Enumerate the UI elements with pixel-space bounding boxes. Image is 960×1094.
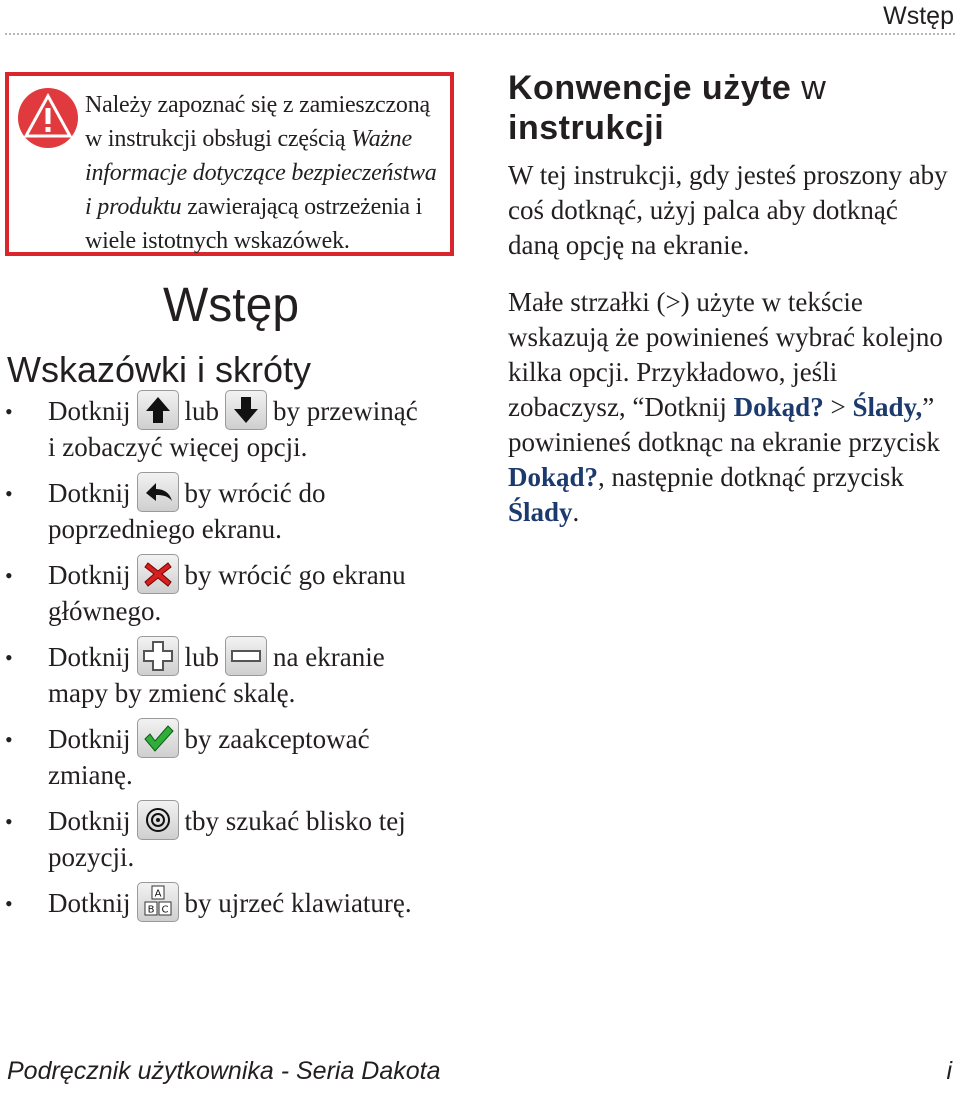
zoom-in-plus-icon (137, 636, 179, 676)
conventions-paragraph-2: Małe strzałki (>) użyte w tekście wskazują że powinieneś wybrać kolejno kilka opcji. Przykładowo, jeśli zobaczysz, “Dotknij Dokąd? > Ślady,” powinieneś dotknąc na ekranie przycisk Dokąd?, następnie dotknąć przycisk Ślady. (508, 287, 943, 527)
bullet: • (5, 645, 13, 670)
bullet: • (5, 481, 13, 506)
warning-text: Należy zapoznać się z zamieszczoną w instrukcji obsługi częścią Ważne informacje dotyczące bezpieczeństwa i produktu zawierającą ostrzeżenia i wiele istotnych wskazówek. (85, 92, 437, 254)
conventions-paragraph-1: W tej instrukcji, gdy jesteś proszony aby coś dotknąć, użyj palca aby dotknąć daną opcję na ekranie. (508, 160, 948, 260)
header-divider (5, 33, 955, 35)
bullet: • (5, 563, 13, 588)
page-number: i (946, 1057, 952, 1085)
zoom-out-minus-icon (225, 636, 267, 676)
svg-text:A: A (154, 888, 161, 900)
close-x-icon (137, 554, 179, 594)
conventions-title: Konwencje użyte w instrukcji (508, 69, 827, 147)
svg-text:B: B (147, 904, 154, 916)
section-title: Wskazówki i skróty (7, 349, 312, 390)
up-arrow-icon (137, 390, 179, 430)
running-head: Wstęp (883, 2, 954, 30)
bullet: • (5, 891, 13, 916)
checkmark-icon (137, 718, 179, 758)
keyboard-abc-icon (137, 882, 179, 922)
back-arrow-icon (137, 472, 179, 512)
footer-title: Podręcznik użytkownika - Seria Dakota (7, 1057, 441, 1085)
svg-text:C: C (161, 904, 169, 916)
bullet: • (5, 399, 13, 424)
bullet: • (5, 727, 13, 752)
chapter-title: Wstęp (163, 279, 300, 332)
down-arrow-icon (225, 390, 267, 430)
warning-triangle-icon (17, 87, 79, 149)
bullet: • (5, 809, 13, 834)
search-near-target-icon (137, 800, 179, 840)
